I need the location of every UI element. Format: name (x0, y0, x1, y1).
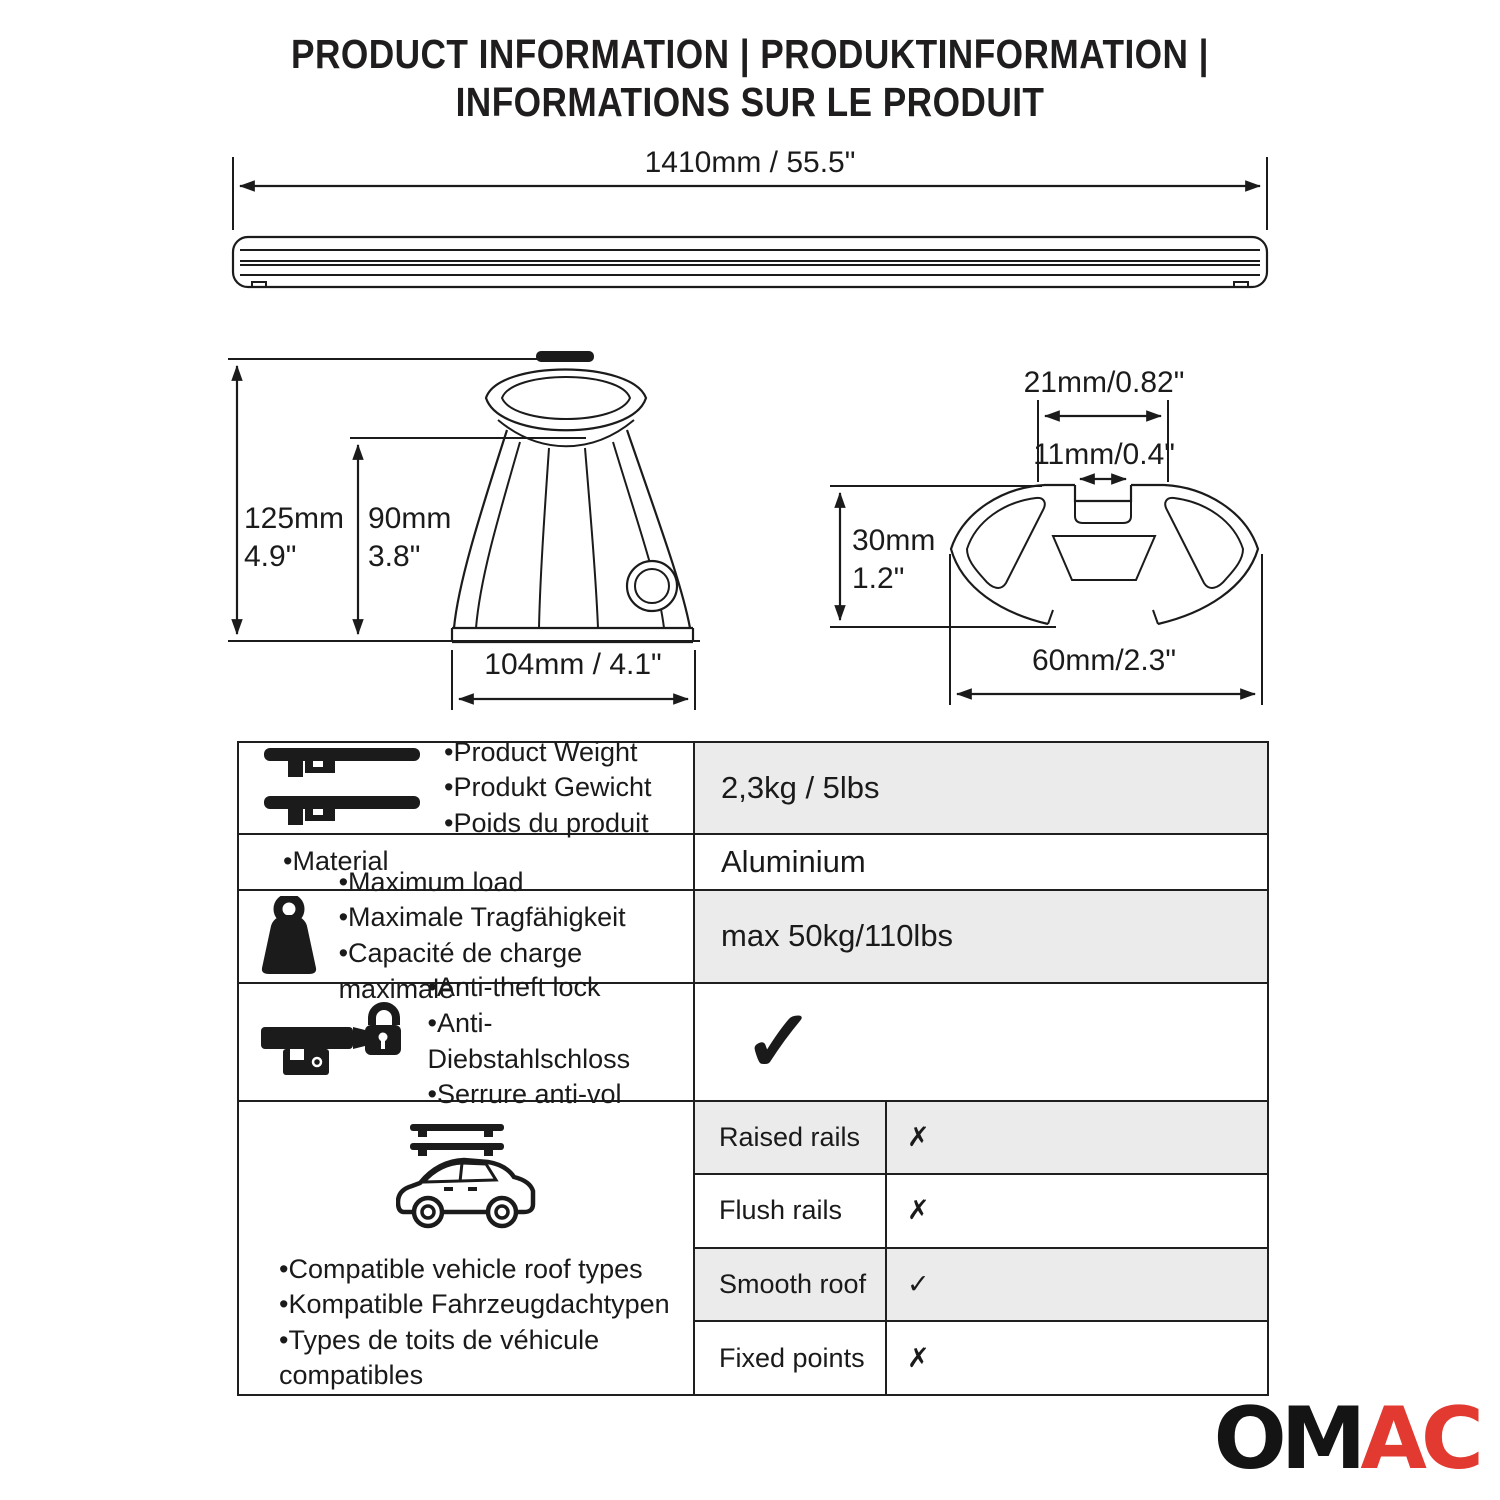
omac-logo (1213, 1389, 1478, 1489)
roof-type-label: Raised rails (695, 1102, 887, 1174)
product-weight-labels: •Product Weight •Produkt Gewicht •Poids du produit (444, 736, 652, 838)
roof-type-mark: ✗ (907, 1121, 930, 1152)
roof-type-mark: ✓ (907, 1269, 930, 1300)
anti-theft-labels: •Anti-theft lock •Anti-Diebstahlschloss •Serrure anti-vol (427, 972, 631, 1110)
roof-type-mark: ✗ (907, 1342, 930, 1373)
roof-type-row-flush-rails (695, 1175, 1267, 1249)
roof-type-row-raised-rails (695, 1102, 1267, 1176)
crossbars-icon (239, 746, 444, 830)
roof-types-labels: •Compatible vehicle roof types •Kompatible Fahrzeugdachtypen •Types de toits de véhicule compatibles (279, 1253, 670, 1391)
foot-total-height-in-label: 4.9" (244, 540, 297, 573)
roof-type-label: Flush rails (695, 1175, 887, 1247)
profile-outer-top-width-label: 21mm/0.82" (1023, 366, 1185, 399)
car-roof-icon (396, 1122, 536, 1230)
foot-body-height-in-label: 3.8" (368, 540, 421, 573)
max-load-label-cell (239, 866, 695, 1004)
page-title (105, 30, 1395, 127)
product-weight-value: 2,3kg / 5lbs (695, 743, 1267, 833)
technical-drawings (0, 130, 1500, 730)
anti-theft-value (695, 984, 1267, 1100)
spec-table (237, 736, 1269, 1396)
bar-profile-drawing (830, 366, 1262, 705)
roof-type-label: Smooth roof (695, 1249, 887, 1321)
page-title-line2: INFORMATIONS SUR LE PRODUIT (455, 79, 1045, 126)
roof-type-row-smooth-roof (695, 1249, 1267, 1323)
profile-height-mm-label: 30mm (852, 524, 936, 557)
table-row-product-weight (239, 736, 1267, 838)
weight-icon (239, 896, 339, 976)
check-mark: ✓ (743, 993, 816, 1090)
roof-types-label-cell (239, 1102, 695, 1395)
foot-body-height-mm-label: 90mm (368, 502, 452, 535)
roof-type-label: Fixed points (695, 1322, 887, 1394)
profile-slot-width-label: 11mm/0.4" (1033, 438, 1175, 471)
profile-height-in-label: 1.2" (852, 562, 905, 595)
roof-type-mark: ✗ (907, 1195, 930, 1226)
omac-logo-red: AC (1360, 1389, 1478, 1489)
foot-side-view-drawing (228, 351, 700, 710)
table-row-anti-theft (239, 972, 1267, 1110)
roof-type-row-fixed-points (695, 1322, 1267, 1394)
table-row-max-load (239, 866, 1267, 1004)
material-value: Aluminium (721, 843, 866, 879)
product-weight-label-cell (239, 736, 695, 838)
foot-total-height-mm-label: 125mm (244, 502, 345, 535)
omac-logo-black: OM (1213, 1389, 1361, 1489)
max-load-value: max 50kg/110lbs (695, 891, 1267, 982)
roof-types-grid (695, 1102, 1267, 1395)
profile-overall-width-label: 60mm/2.3" (1031, 644, 1177, 677)
lock-icon (239, 1001, 428, 1083)
bar-length-label: 1410mm / 55.5" (644, 146, 856, 179)
foot-base-width-label: 104mm / 4.1" (484, 648, 662, 681)
crossbar-length-drawing (233, 146, 1267, 287)
material-label: •Material (283, 845, 389, 876)
page-title-line1: PRODUCT INFORMATION | PRODUKTINFORMATION | (291, 31, 1209, 77)
max-load-labels: •Maximum load •Maximale Tragfähigkeit •Capacité de charge maximale (338, 866, 626, 1004)
anti-theft-label-cell (239, 972, 695, 1110)
table-row-roof-types (239, 1102, 1267, 1395)
